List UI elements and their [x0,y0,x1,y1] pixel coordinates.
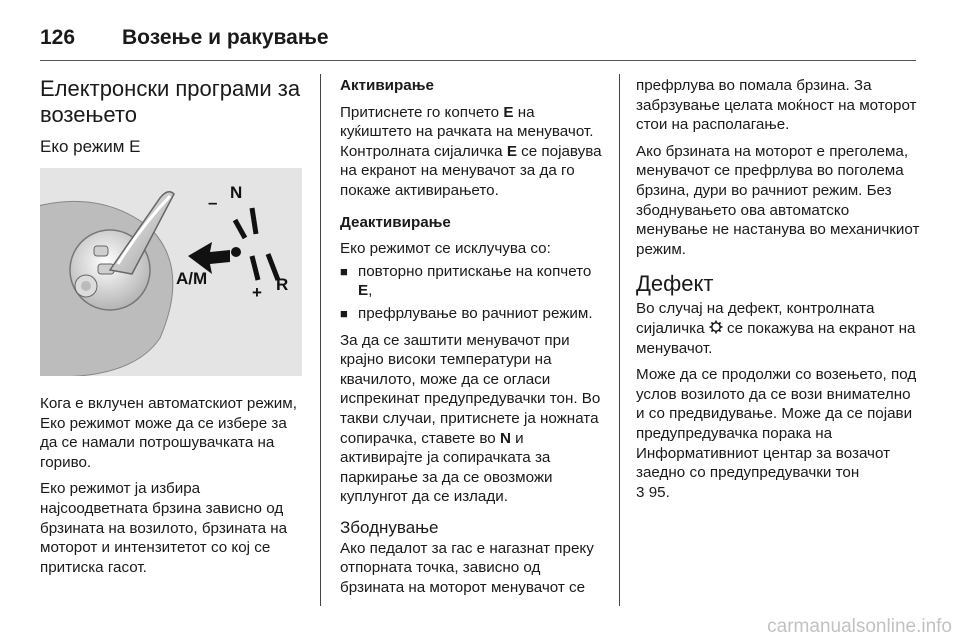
kickdown-paragraph: Ако педалот за гас е нагазнат преку отпорната точка, зависно од брзината на моторот менувачот се [340,539,594,597]
kickdown-heading: Збоднување [340,517,439,537]
label-n: N [230,183,243,202]
label-minus: – [208,193,218,212]
deactivation-intro: Еко режимот се исклучува со: [340,240,551,258]
subsection-heading: Еко режим Е [40,137,141,156]
paragraph: Ако брзината на моторот е преголема, менувачот се префрлува во поголема брзина, дури во рачниот режим. Без збоднувањето ова автоматско менување не настанува во механичкиот режим. [636,142,920,258]
page-header [40,18,920,58]
activation-paragraph: Притиснете го копчето Е на куќиштето на рачката на менувачот. Контролната сијаличка Е се појавува на екранот на менувачот за да го покаже активирањето. [340,103,602,199]
paragraph: Може да се продолжи со возењето, под услов возилото да се вози внимателно и со предвидување. Може да се појави предупредувачка порака на Информативниот центар за возачот заедно со предупредувачки тон 3 95. [636,366,917,501]
page-reference[interactable]: 95. [648,483,670,501]
section-title: Возење и ракување [122,26,329,49]
label-r: R [276,275,289,294]
column-3 [636,76,922,509]
fault-paragraph: Во случај на дефект, контролната сијаличка се покажува на екранот на менувачот. [636,300,916,357]
column-divider [619,74,620,606]
gear-lever-illustration [40,168,302,376]
label-plus: + [252,283,262,302]
page-number: 126 [40,26,76,49]
paragraph: префрлува во помала брзина. За забрзување целата моќност на моторот стои на располагање. [636,77,917,134]
key-e: Е [358,282,369,300]
label-am: A/M [176,269,208,288]
list-item: ■ повторно притискање на копчето Е, [340,262,606,301]
fault-heading: Дефект [636,271,714,297]
column-2 [340,76,606,605]
column-divider [320,74,321,606]
column-1 [40,76,304,584]
deactivation-heading: Деактивирање [340,213,451,231]
gear-warning-icon [709,320,723,334]
protection-paragraph: За да се заштити менувачот при крајно високи температури на квачилото, може да се огласи испрекинат предупредувачки тон. Во такви случаи, притиснете ја ножната сопирачка, ставете во N и активирајте ја сопирачката за паркирање за да се овозможи куплунгот да се излади. [340,331,601,506]
header-rule [40,60,916,61]
paragraph: Еко режимот ја избира најсоодветната брзина зависно од брзината на возилото, брзината на моторот и интензитетот со кој се притиска гасот. [40,480,288,576]
watermark: carmanualsonline.info [767,616,952,637]
paragraph: Кога е вклучен автоматскиот режим, Еко режимот може да се избере за да се намали потрошувачката на гориво. [40,395,297,471]
key-n: N [499,429,511,447]
reference-arrow-icon: 3 [636,483,645,501]
section-heading: Електронски програми за возењето [40,76,301,127]
list-item: ■ префрлување во рачниот режим. [340,304,606,324]
key-e: Е [506,142,517,160]
key-e: Е [503,103,514,121]
gear-lever-drawing [40,168,302,376]
activation-heading: Активирање [340,77,434,94]
